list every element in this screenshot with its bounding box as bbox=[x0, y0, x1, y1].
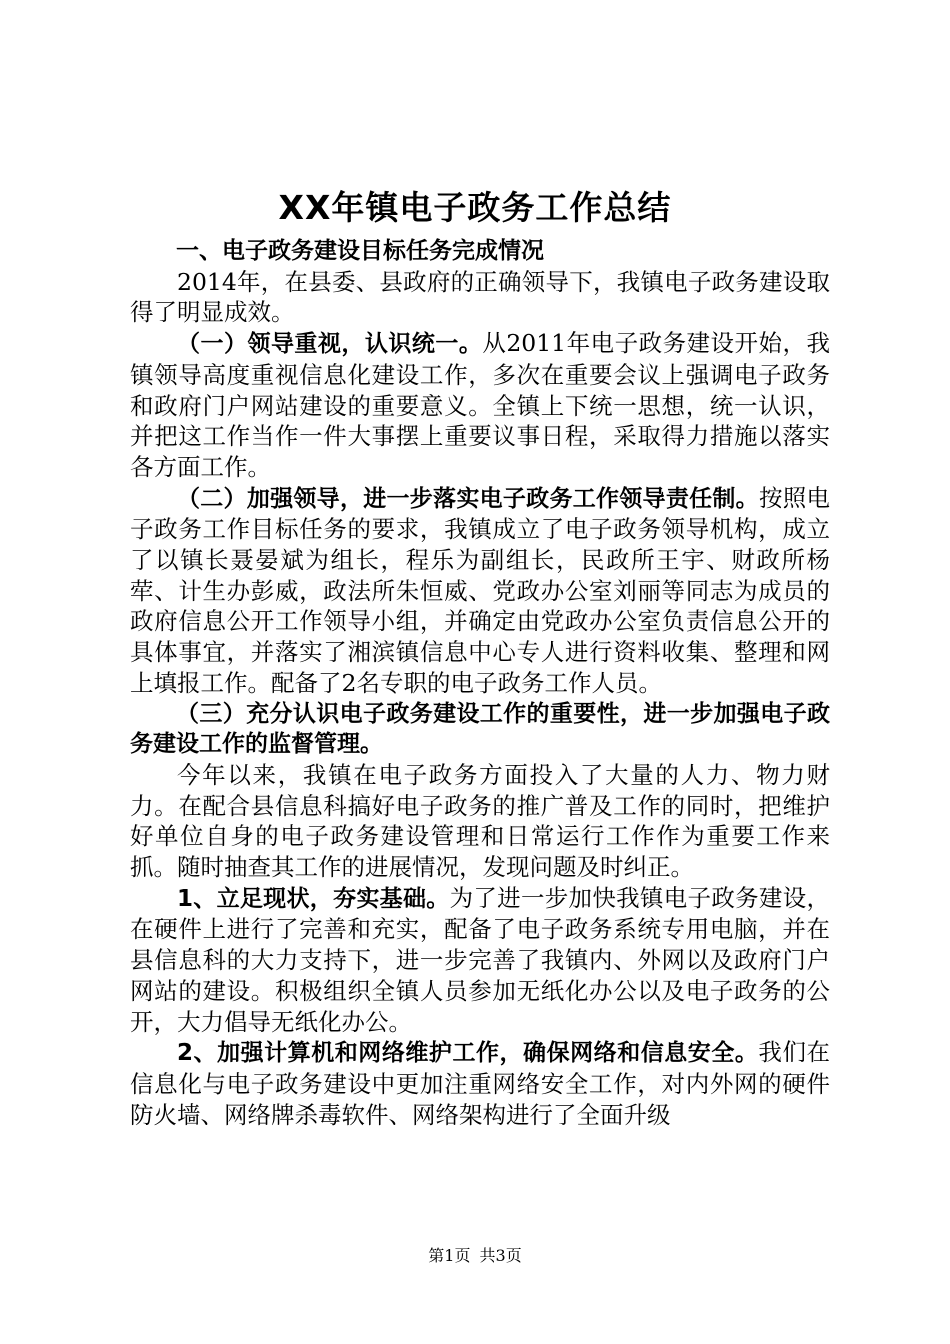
paragraph-intro: 2014年，在县委、县政府的正确领导下，我镇电子政务建设取得了明显成效。 bbox=[130, 267, 830, 327]
section-heading-3: （三）充分认识电子政务建设工作的重要性，进一步加强电子政务建设工作的监督管理。 bbox=[130, 700, 830, 758]
paragraph-body: 我们在信息化与电子政务建设中更加注重网络安全工作，对内外网的硬件防火墙、网络牌杀毒软件、网络架构进行了全面升级 bbox=[130, 1038, 830, 1129]
paragraph-leadership bbox=[130, 328, 830, 483]
paragraph-security bbox=[130, 1037, 830, 1130]
section-heading-1: 一、电子政务建设目标任务完成情况 bbox=[176, 238, 544, 264]
paragraph-body: 从2011年电子政务建设开始，我镇领导高度重视信息化建设工作，多次在重要会议上强调电子政务和政府门户网站建设的重要意义。全镇上下统一思想，统一认识，并把这工作当作一件大事摆上重要议事日程，采取得力措施以落实各方面工作。 bbox=[130, 329, 830, 481]
page-footer bbox=[0, 1246, 950, 1266]
page-number: 第1页 bbox=[428, 1246, 471, 1265]
paragraph-foundation bbox=[130, 883, 830, 1038]
paragraph-investment: 今年以来，我镇在电子政务方面投入了大量的人力、物力财力。在配合县信息科搞好电子政务的推广普及工作的同时，把维护好单位自身的电子政务建设管理和日常运行工作作为重要工作来抓。随时抽查其工作的进展情况，发现问题及时纠正。 bbox=[130, 760, 830, 882]
paragraph-responsibility bbox=[130, 483, 830, 699]
paragraph-lead: （二）加强领导，进一步落实电子政务工作领导责任制。 bbox=[177, 485, 759, 512]
paragraph-lead: 1、立足现状，夯实基础。 bbox=[177, 885, 450, 912]
paragraph-lead: 2、加强计算机和网络维护工作，确保网络和信息安全。 bbox=[177, 1040, 759, 1067]
document-body bbox=[130, 236, 830, 1130]
page-total: 共3页 bbox=[479, 1246, 522, 1265]
paragraph-body: 为了进一步加快我镇电子政务建设，在硬件上进行了完善和充实，配备了电子政务系统专用电脑，并在县信息科的大力支持下，进一步完善了我镇内、外网以及政府门户网站的建设。积极组织全镇人员参加无纸化办公以及电子政务的公开，大力倡导无纸化办公。 bbox=[130, 883, 830, 1036]
paragraph-lead: （一）领导重视，认识统一。 bbox=[177, 331, 483, 358]
document-title: XX年镇电子政务工作总结 bbox=[278, 188, 672, 227]
paragraph-body: 按照电子政务工作目标任务的要求，我镇成立了电子政务领导机构，成立了以镇长聂晏斌为组长，程乐为副组长，民政所王宇、财政所杨荦、计生办彭威，政法所朱恒威、党政办公室刘丽等同志为成员的政府信息公开工作领导小组，并确定由党政办公室负责信息公开的具体事宜，并落实了湘滨镇信息中心专人进行资料收集、整理和网上填报工作。配备了2名专职的电子政务工作人员。 bbox=[130, 483, 831, 697]
